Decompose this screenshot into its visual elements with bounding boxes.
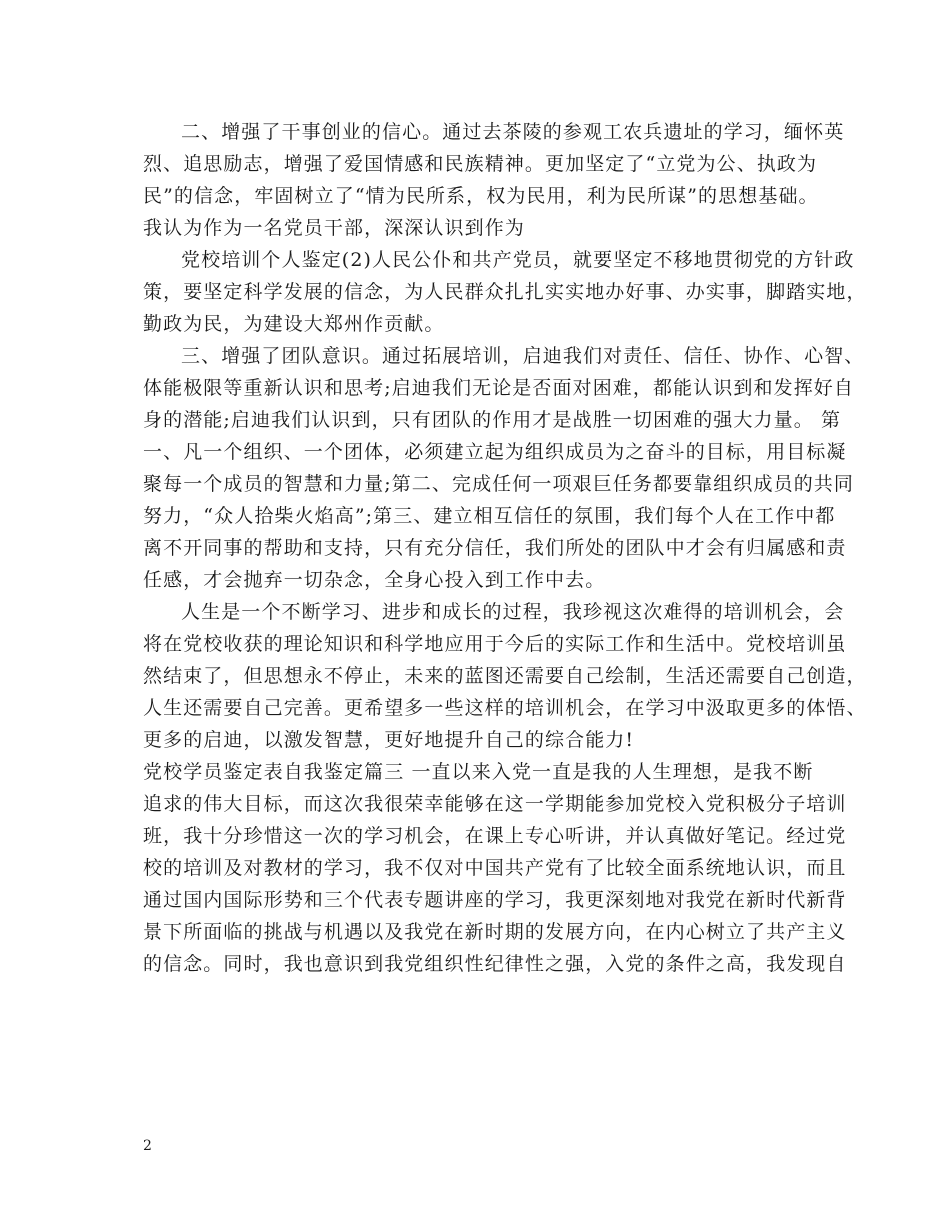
text-line: 党校培训个人鉴定(2)人民公仆和共产党员，就要坚定不移地贯彻党的方针政 (181, 249, 855, 271)
text-line: 人生是一个不断学习、进步和成长的过程，我珍视这次难得的培训机会，会 (181, 601, 845, 623)
text-line: 追求的伟大目标，而这次我很荣幸能够在这一学期能参加党校入党积极分子培训 (143, 793, 847, 815)
text-line: 努力，“众人拾柴火焰高”;第三、建立相互信任的氛围，我们每个人在工作中都 (143, 505, 836, 527)
text-line: 体能极限等重新认识和思考;启迪我们无论是否面对困难，都能认识到和发挥好自 (143, 377, 855, 399)
text-line: 通过国内国际形势和三个代表专题讲座的学习，我更深刻地对我党在新时代新背 (143, 889, 847, 911)
page-number: 2 (143, 1138, 152, 1154)
text-line: 二、增强了干事创业的信心。通过去茶陵的参观工农兵遗址的学习，缅怀英 (181, 121, 845, 143)
text-line: 策，要坚定科学发展的信念，为人民群众扎扎实实地办好事、办实事，脚踏实地， (143, 281, 867, 303)
text-line: 民”的信念，牢固树立了“情为民所系，权为民用，利为民所谋”的思想基础。 (143, 185, 819, 207)
text-line: 党校学员鉴定表自我鉴定篇三 一直以来入党一直是我的人生理想，是我不断 (143, 761, 814, 783)
text-line: 三、增强了团队意识。通过拓展培训，启迪我们对责任、信任、协作、心智、 (181, 345, 865, 367)
text-line: 然结束了，但思想永不停止，未来的蓝图还需要自己绘制，生活还需要自己创造， (143, 665, 867, 687)
text-line: 景下所面临的挑战与机遇以及我党在新时期的发展方向，在内心树立了共产主义 (143, 921, 847, 943)
text-line: 任感，才会抛弃一切杂念，全身心投入到工作中去。 (143, 569, 606, 591)
text-line: 勤政为民，为建设大郑州作贡献。 (143, 313, 445, 335)
text-line: 一、凡一个组织、一个团体，必须建立起为组织成员为之奋斗的目标，用目标凝 (143, 441, 847, 463)
text-line: 我认为作为一名党员干部，深深认识到作为 (143, 217, 525, 239)
text-line: 更多的启迪，以激发智慧，更好地提升自己的综合能力! (143, 729, 635, 751)
text-line: 校的培训及对教材的学习，我不仅对中国共产党有了比较全面系统地认识，而且 (143, 857, 847, 879)
text-line: 班，我十分珍惜这一次的学习机会，在课上专心听讲，并认真做好笔记。经过党 (143, 825, 847, 847)
text-line: 的信念。同时，我也意识到我党组织性纪律性之强，入党的条件之高，我发现自 (143, 953, 847, 975)
text-line: 身的潜能;启迪我们认识到，只有团队的作用才是战胜一切困难的强大力量。 第 (143, 409, 842, 431)
text-line: 烈、追思励志，增强了爱国情感和民族精神。更加坚定了“立党为公、执政为 (143, 153, 818, 175)
text-line: 离不开同事的帮助和支持，只有充分信任，我们所处的团队中才会有归属感和责 (143, 537, 847, 559)
text-line: 人生还需要自己完善。更希望多一些这样的培训机会，在学习中汲取更多的体悟、 (143, 697, 867, 719)
text-line: 聚每一个成员的智慧和力量;第二、完成任何一项艰巨任务都要靠组织成员的共同 (143, 473, 855, 495)
text-line: 将在党校收获的理论知识和科学地应用于今后的实际工作和生活中。党校培训虽 (143, 633, 847, 655)
body-text (143, 116, 867, 980)
